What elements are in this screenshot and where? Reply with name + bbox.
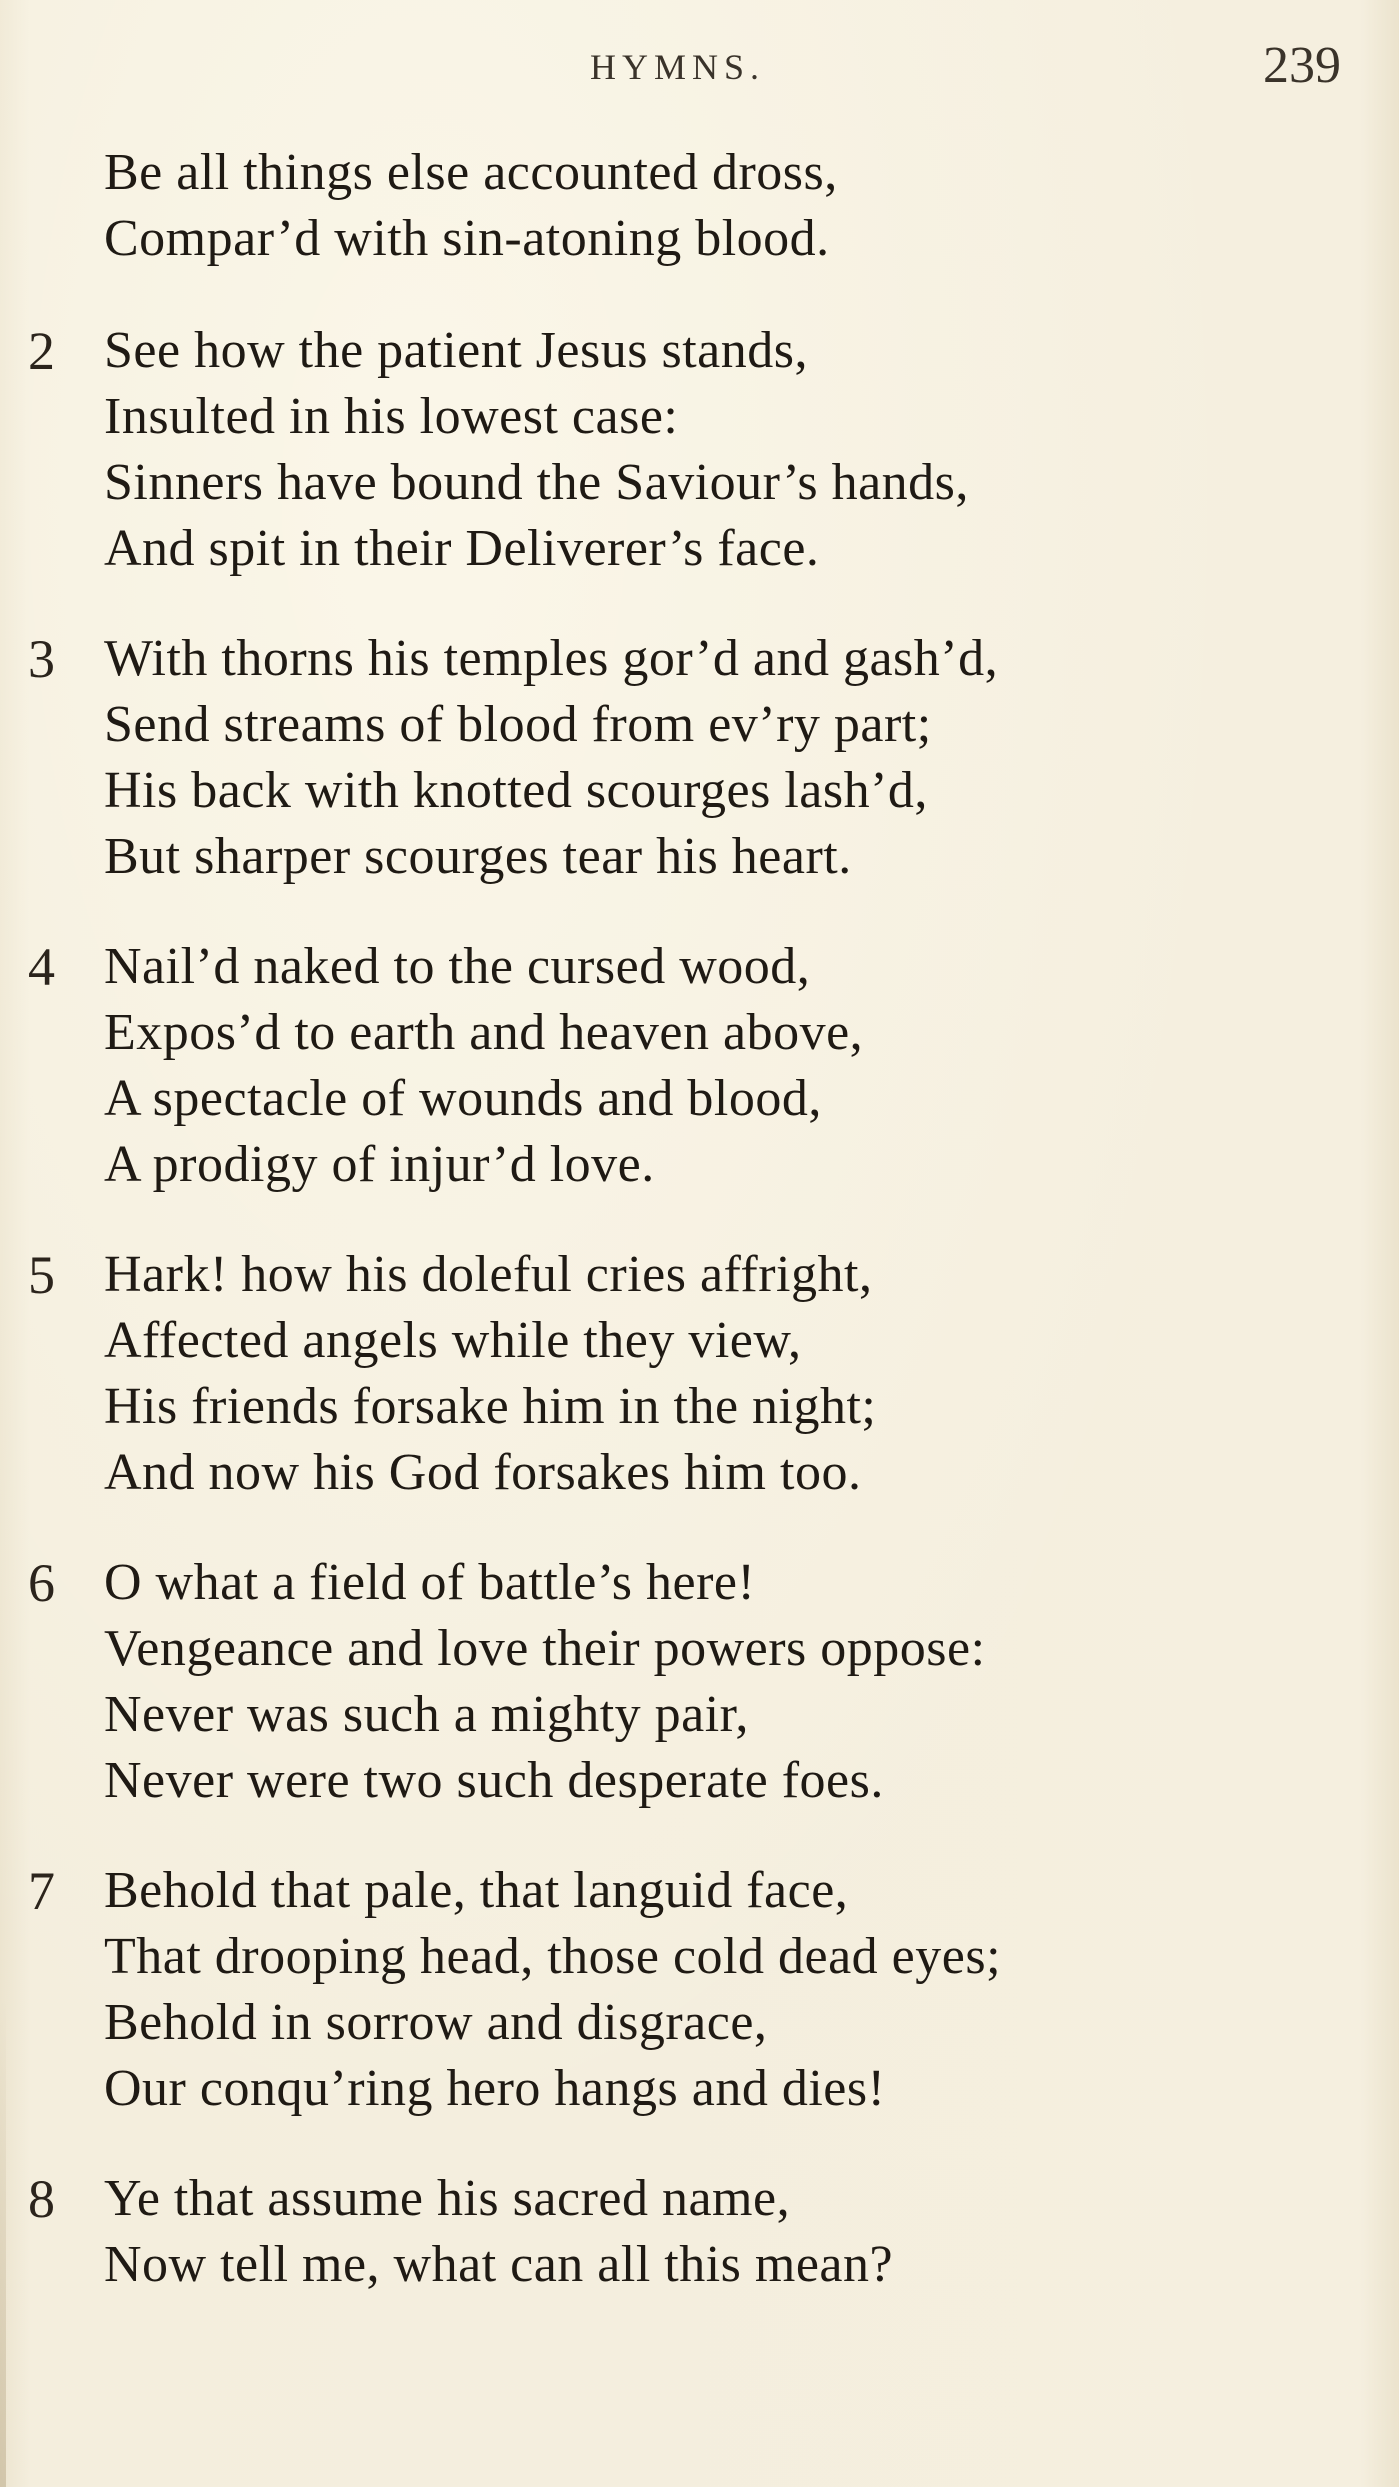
stanza-5 bbox=[0, 1242, 1399, 1506]
verse-number: 5 bbox=[28, 1245, 55, 1305]
stanza-2 bbox=[0, 318, 1399, 582]
verse-line: A spectacle of wounds and blood, bbox=[104, 1070, 822, 1127]
verse-line: Insulted in his lowest case: bbox=[104, 388, 679, 445]
verse-line: Behold that pale, that languid face, bbox=[104, 1862, 849, 1919]
page-header-title: HYMNS. bbox=[590, 47, 766, 87]
stanza-3 bbox=[0, 626, 1399, 890]
verse-line: Sinners have bound the Saviour’s hands, bbox=[104, 454, 969, 511]
hymn-body bbox=[0, 140, 1399, 2342]
verse-line: Ye that assume his sacred name, bbox=[104, 2170, 791, 2227]
verse-line: O what a field of battle’s here! bbox=[104, 1554, 756, 1611]
stanza-8 bbox=[0, 2166, 1399, 2298]
verse-line: With thorns his temples gor’d and gash’d, bbox=[104, 630, 999, 687]
verse-line: Behold in sorrow and disgrace, bbox=[104, 1994, 768, 2051]
stanza-7 bbox=[0, 1858, 1399, 2122]
verse-line: Send streams of blood from ev’ry part; bbox=[104, 696, 932, 753]
verse-number: 8 bbox=[28, 2169, 55, 2229]
verse-number: 6 bbox=[28, 1553, 55, 1613]
verse-line: And spit in their Deliverer’s face. bbox=[104, 520, 820, 577]
page-binding-edge bbox=[0, 2000, 6, 2487]
verse-line: See how the patient Jesus stands, bbox=[104, 322, 808, 379]
verse-line: His friends forsake him in the night; bbox=[104, 1378, 877, 1435]
verse-line: Nail’d naked to the cursed wood, bbox=[104, 938, 811, 995]
verse-line: Compar’d with sin-atoning blood. bbox=[104, 210, 830, 267]
stanza-1 bbox=[0, 140, 1399, 272]
verse-number: 2 bbox=[28, 321, 55, 381]
verse-number: 3 bbox=[28, 629, 55, 689]
verse-line: But sharper scourges tear his heart. bbox=[104, 828, 852, 885]
verse-line: Our conqu’ring hero hangs and dies! bbox=[104, 2060, 886, 2117]
running-head bbox=[0, 36, 1399, 96]
stanza-4 bbox=[0, 934, 1399, 1198]
verse-line: Be all things else accounted dross, bbox=[104, 144, 838, 201]
verse-line: And now his God forsakes him too. bbox=[104, 1444, 862, 1501]
verse-line: Never were two such desperate foes. bbox=[104, 1752, 884, 1809]
verse-line: Expos’d to earth and heaven above, bbox=[104, 1004, 864, 1061]
verse-line: Vengeance and love their powers oppose: bbox=[104, 1620, 986, 1677]
verse-line: Affected angels while they view, bbox=[104, 1312, 802, 1369]
verse-line: Now tell me, what can all this mean? bbox=[104, 2236, 894, 2293]
verse-line: Hark! how his doleful cries affright, bbox=[104, 1246, 873, 1303]
verse-line: That drooping head, those cold dead eyes; bbox=[104, 1928, 1002, 1985]
verse-line: Never was such a mighty pair, bbox=[104, 1686, 749, 1743]
verse-number: 4 bbox=[28, 937, 55, 997]
stanza-6 bbox=[0, 1550, 1399, 1814]
verse-line: A prodigy of injur’d love. bbox=[104, 1136, 655, 1193]
page-number: 239 bbox=[1263, 37, 1341, 94]
verse-line: His back with knotted scourges lash’d, bbox=[104, 762, 928, 819]
verse-number: 7 bbox=[28, 1861, 55, 1921]
